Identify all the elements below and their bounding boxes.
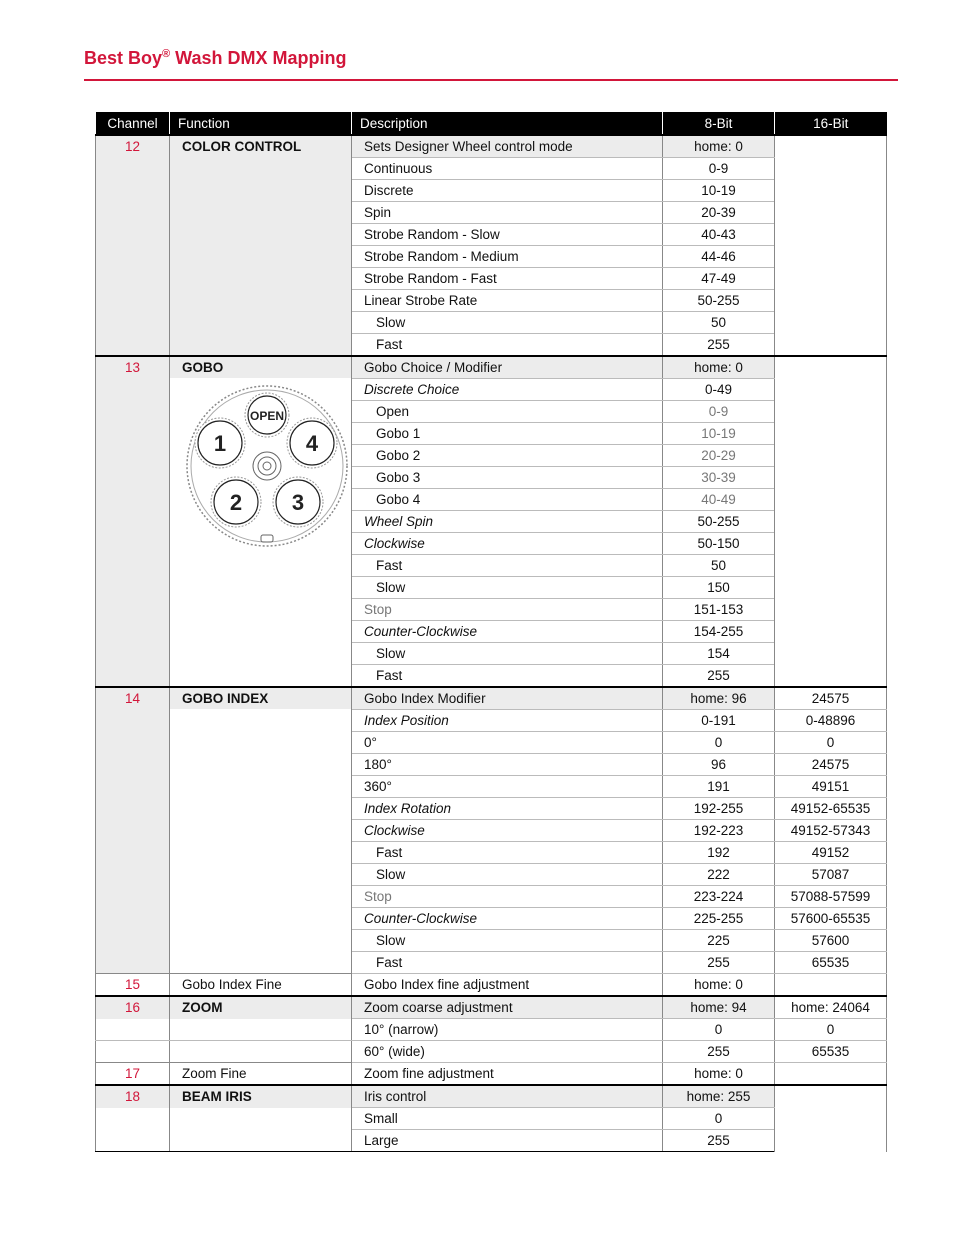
description-cell: Zoom fine adjustment [352,1063,663,1086]
bit8-cell: home: 0 [663,1063,775,1086]
bit8-cell: 40-49 [663,489,775,511]
bit8-cell: 30-39 [663,467,775,489]
description-cell: Continuous [352,158,663,180]
description-cell: Fast [352,555,663,577]
function-name: Gobo Index Fine [170,974,352,997]
col-header-16bit: 16-Bit [775,112,887,135]
bit16-cell: 65535 [775,1041,887,1063]
function-cell [170,1019,352,1041]
table-row [96,1063,887,1086]
channel-cell [96,1019,170,1041]
col-header-channel: Channel [96,112,170,135]
wheel-gobo1-label: 1 [213,431,226,456]
description-cell: Open [352,401,663,423]
description-cell: Slow [352,577,663,599]
description-cell: Linear Strobe Rate [352,290,663,312]
function-name: GOBO [170,357,351,378]
dmx-mapping-table [95,112,887,1152]
channel-number: 13 [96,356,170,687]
description-cell: Iris control [352,1085,663,1108]
description-cell: 10° (narrow) [352,1019,663,1041]
bit8-cell: 0 [663,732,775,754]
description-cell: Counter-Clockwise [352,621,663,643]
table-row [96,135,887,158]
description-cell: Spin [352,202,663,224]
description-cell: Slow [352,864,663,886]
function-name: ZOOM [170,996,352,1019]
description-cell: Fast [352,334,663,357]
col-header-8bit: 8-Bit [663,112,775,135]
bit8-cell: 192-223 [663,820,775,842]
bit8-cell: 192-255 [663,798,775,820]
bit8-cell: home: 0 [663,974,775,997]
table-row [96,1041,887,1063]
description-cell: Gobo 3 [352,467,663,489]
bit16-cell: 0-48896 [775,710,887,732]
col-header-description: Description [352,112,663,135]
table-row [96,356,887,379]
description-cell: Gobo Choice / Modifier [352,356,663,379]
channel-cell [96,1108,170,1130]
function-cell [170,1041,352,1063]
wheel-open-label: OPEN [249,409,284,423]
description-cell: Strobe Random - Medium [352,246,663,268]
bit8-cell: 44-46 [663,246,775,268]
bit8-cell: 50 [663,555,775,577]
bit8-cell: 0-9 [663,158,775,180]
bit8-cell: 255 [663,952,775,974]
description-cell: Zoom coarse adjustment [352,996,663,1019]
bit8-cell: 0-191 [663,710,775,732]
description-cell: Wheel Spin [352,511,663,533]
bit8-cell: 191 [663,776,775,798]
bit8-cell: 50 [663,312,775,334]
bit16-cell [775,1085,887,1152]
title-divider [84,79,898,81]
description-cell: Counter-Clockwise [352,908,663,930]
gobo-wheel-diagram [183,382,351,550]
description-cell: Large [352,1130,663,1152]
description-cell: Fast [352,952,663,974]
description-cell: Discrete [352,180,663,202]
description-cell: Sets Designer Wheel control mode [352,135,663,158]
bit16-cell: 57088-57599 [775,886,887,908]
function-name: GOBO INDEX [170,688,351,709]
wheel-gobo3-label: 3 [291,490,304,515]
description-cell: 180° [352,754,663,776]
bit8-cell: 225-255 [663,908,775,930]
table-row [96,1108,887,1130]
channel-number: 16 [96,996,170,1019]
description-cell: Gobo 1 [352,423,663,445]
page-title: Best Boy® Wash DMX Mapping [84,48,347,68]
description-cell: 0° [352,732,663,754]
bit16-cell: 49152 [775,842,887,864]
bit8-cell: home: 96 [663,687,775,710]
description-cell: Slow [352,930,663,952]
description-cell: Fast [352,842,663,864]
wheel-gobo2-label: 2 [229,490,242,515]
function-cell [170,1108,352,1130]
function-cell [170,1130,352,1152]
bit8-cell: 0 [663,1019,775,1041]
bit8-cell: 50-255 [663,511,775,533]
bit8-cell: 223-224 [663,886,775,908]
bit8-cell: 0 [663,1108,775,1130]
description-cell: 60° (wide) [352,1041,663,1063]
bit8-cell: 154 [663,643,775,665]
bit8-cell: 0-49 [663,379,775,401]
table-row [96,687,887,710]
bit8-cell: home: 0 [663,135,775,158]
description-cell: Strobe Random - Slow [352,224,663,246]
bit16-cell: 24575 [775,754,887,776]
bit8-cell: 20-29 [663,445,775,467]
description-cell: Clockwise [352,820,663,842]
channel-number: 12 [96,135,170,356]
bit8-cell: 222 [663,864,775,886]
description-cell: Stop [352,886,663,908]
bit8-cell: 20-39 [663,202,775,224]
description-cell: Small [352,1108,663,1130]
bit8-cell: 40-43 [663,224,775,246]
bit8-cell: 96 [663,754,775,776]
bit8-cell: 255 [663,1130,775,1152]
bit16-cell: 57600-65535 [775,908,887,930]
bit8-cell: 255 [663,334,775,357]
bit8-cell: 0-9 [663,401,775,423]
table-row [96,996,887,1019]
channel-number: 18 [96,1085,170,1108]
description-cell: Gobo Index Modifier [352,687,663,710]
table-row [96,1130,887,1152]
bit16-cell [775,135,887,356]
description-cell: Discrete Choice [352,379,663,401]
wheel-gobo4-label: 4 [305,431,318,456]
bit16-cell: 49152-65535 [775,798,887,820]
table-row [96,974,887,997]
description-cell: Strobe Random - Fast [352,268,663,290]
bit8-cell: home: 255 [663,1085,775,1108]
description-cell: Stop [352,599,663,621]
col-header-function: Function [170,112,352,135]
bit8-cell: 255 [663,665,775,688]
description-cell: Slow [352,643,663,665]
description-cell: 360° [352,776,663,798]
bit8-cell: 47-49 [663,268,775,290]
channel-number: 14 [96,687,170,974]
bit16-cell: 57600 [775,930,887,952]
bit16-cell: 0 [775,732,887,754]
bit8-cell: 255 [663,1041,775,1063]
bit8-cell: 151-153 [663,599,775,621]
function-cell [170,356,352,687]
bit16-cell: 49151 [775,776,887,798]
bit8-cell: 10-19 [663,423,775,445]
bit8-cell: home: 94 [663,996,775,1019]
bit8-cell: 10-19 [663,180,775,202]
bit8-cell: 50-150 [663,533,775,555]
description-cell: Clockwise [352,533,663,555]
bit16-cell [775,356,887,687]
description-cell: Gobo 4 [352,489,663,511]
bit8-cell: 154-255 [663,621,775,643]
function-name: Zoom Fine [170,1063,352,1086]
bit8-cell: 192 [663,842,775,864]
bit16-cell: 57087 [775,864,887,886]
function-cell [170,687,352,974]
bit16-cell: 24575 [775,687,887,710]
channel-number: 17 [96,1063,170,1086]
bit8-cell: 150 [663,577,775,599]
channel-cell [96,1130,170,1152]
bit16-cell [775,974,887,997]
description-cell: Slow [352,312,663,334]
description-cell: Fast [352,665,663,688]
bit8-cell: 50-255 [663,290,775,312]
bit16-cell: 65535 [775,952,887,974]
function-name: COLOR CONTROL [170,135,352,356]
description-cell: Index Rotation [352,798,663,820]
bit8-cell: 225 [663,930,775,952]
table-row [96,1019,887,1041]
channel-cell [96,1041,170,1063]
bit8-cell: home: 0 [663,356,775,379]
table-row [96,1085,887,1108]
description-cell: Index Position [352,710,663,732]
description-cell: Gobo 2 [352,445,663,467]
bit16-cell: home: 24064 [775,996,887,1019]
bit16-cell: 0 [775,1019,887,1041]
table-header-row [96,112,887,135]
bit16-cell: 49152-57343 [775,820,887,842]
bit16-cell [775,1063,887,1086]
function-name: BEAM IRIS [170,1085,352,1108]
channel-number: 15 [96,974,170,997]
description-cell: Gobo Index fine adjustment [352,974,663,997]
